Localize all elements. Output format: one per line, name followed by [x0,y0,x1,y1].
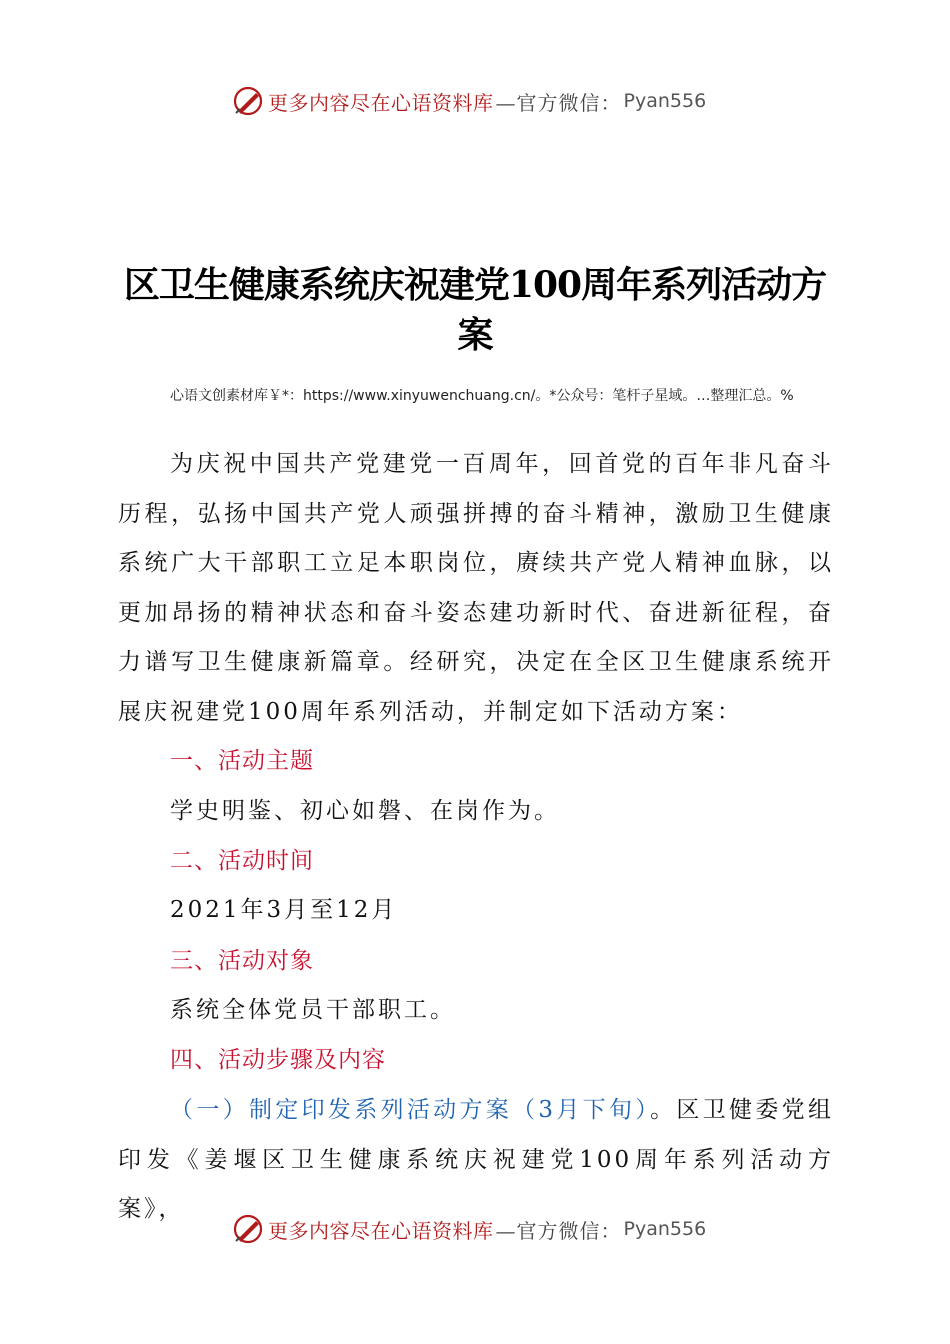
section-text-time: 2021年3月至12月 [170,897,398,923]
pen-logo-icon [232,85,264,117]
section-heading-theme: 一、活动主题 [170,748,314,774]
step-text: 。区卫健委党组印发《姜堰区卫生健康系统庆祝建党100周年系列活动方案》， [118,1097,834,1222]
section-heading-audience: 三、活动对象 [170,948,314,974]
intro-paragraph: 为庆祝中国共产党建党一百周年，回首党的百年非凡奋斗历程，弘扬中国共产党人顽强拼搏的奋斗精神，激励卫生健康系统广大干部职工立足本职岗位，赓续共产党人精神血脉，以更加昂扬的精神状态和奋斗姿态建功新时代、奋进新征程，奋力谱写卫生健康新篇章。经研究，决定在全区卫生健康系统开展庆祝建党100周年系列活动，并制定如下活动方案： [118,451,834,725]
document-title: 区卫生健康系统庆祝建党100周年系列活动方案 [123,264,827,356]
header-banner [232,84,752,118]
section-text-theme: 学史明鉴、初心如磐、在岗作为。 [170,798,560,824]
banner-wechat-label: —官方微信： [495,1218,622,1243]
banner-wechat-id: Pyan556 [623,1218,707,1240]
source-note: 心语文创素材库￥*：https://www.xinyuwenchuang.cn/。*公众号：笔杆子星域。…整理汇总。% [170,388,794,404]
footer-banner [232,1212,752,1246]
banner-text: 更多内容尽在心语资料库 [268,90,494,115]
step-subtitle: （一）制定印发系列活动方案（3月下旬） [170,1097,651,1123]
section-text-audience: 系统全体党员干部职工。 [170,997,456,1023]
section-heading-steps: 四、活动步骤及内容 [170,1047,386,1073]
section-heading-time: 二、活动时间 [170,848,314,874]
banner-text: 更多内容尽在心语资料库 [268,1218,494,1243]
banner-wechat-label: —官方微信： [495,90,622,115]
banner-wechat-id: Pyan556 [623,90,707,112]
pen-logo-icon [232,1213,264,1245]
